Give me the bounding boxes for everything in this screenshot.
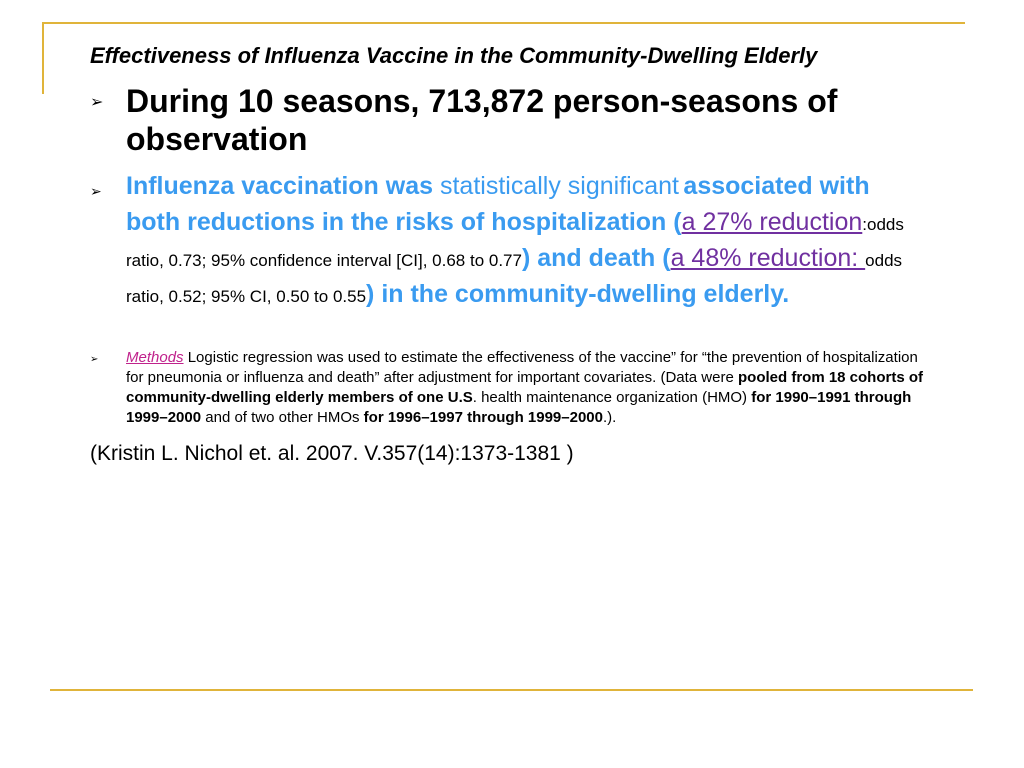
vaccination-text-2: statistically significant bbox=[433, 172, 679, 200]
bullet-observation-text: During 10 seasons, 713,872 person-seasons of observation bbox=[126, 83, 838, 157]
arrow-bullet-icon: ➢ bbox=[90, 94, 104, 111]
death-reduction-link[interactable]: a 48% reduction: bbox=[670, 244, 866, 272]
hospitalization-reduction-link[interactable]: a 27% reduction bbox=[681, 208, 863, 236]
methods-bold-1: pooled from 18 cohorts of community-dwelling elderly members of one U.S bbox=[126, 369, 924, 406]
slide-content bbox=[90, 42, 930, 468]
arrow-bullet-icon: ➢ bbox=[90, 354, 99, 365]
frame-top-line bbox=[42, 22, 965, 24]
methods-text-1: Logistic regression was used to estimate the effectiveness of the vaccine” for “the prevention of hospitalization for pneumonia or influenza and death” after adjustment for important covariates. (Data were bbox=[126, 349, 918, 386]
methods-text-3: and of two other HMOs bbox=[201, 409, 364, 426]
arrow-bullet-icon: ➢ bbox=[90, 183, 102, 199]
vaccination-text-6: ) and death ( bbox=[521, 244, 671, 272]
death-odds-text: odds ratio, 0.52; 95% CI, 0.50 to 0.55 bbox=[126, 251, 903, 306]
frame-left-line bbox=[42, 22, 44, 94]
methods-link[interactable]: Methods bbox=[126, 349, 184, 366]
hospitalization-odds-text: :odds ratio, 0.73; 95% confidence interval [CI], 0.68 to 0.77 bbox=[126, 215, 904, 270]
vaccination-text-1: Influenza vaccination was bbox=[126, 172, 434, 200]
methods-text-2: . health maintenance organization (HMO) bbox=[472, 389, 752, 406]
methods-bold-2: for 1990–1991 through 1999–2000 bbox=[126, 389, 912, 426]
bullet-methods bbox=[90, 348, 930, 428]
vaccination-text-3: associated with both reductions in the risks of hospitalization ( bbox=[126, 172, 870, 236]
bullet-vaccination bbox=[90, 170, 930, 314]
methods-text-4: .). bbox=[602, 409, 617, 426]
frame-bottom-line bbox=[50, 689, 973, 691]
slide-title: Effectiveness of Influenza Vaccine in the Community-Dwelling Elderly bbox=[90, 43, 818, 68]
methods-bold-3: for 1996–1997 through 1999–2000 bbox=[363, 409, 603, 426]
vaccination-text-9: ) in the community-dwelling elderly. bbox=[366, 280, 790, 308]
bullet-observation bbox=[90, 82, 930, 158]
citation: (Kristin L. Nichol et. al. 2007. V.357(14):1373-1381 ) bbox=[90, 442, 574, 465]
